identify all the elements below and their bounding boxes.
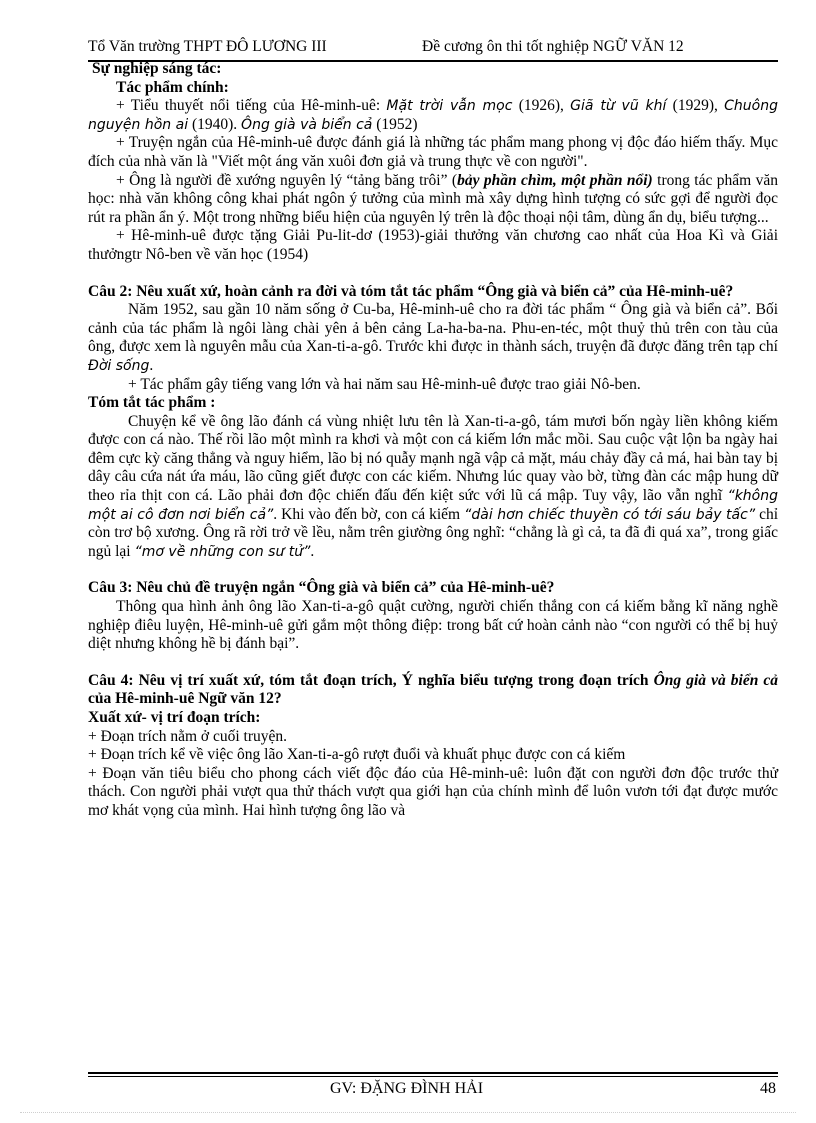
title-old-man-and-sea: Ông già và biển cả	[241, 116, 373, 133]
footer-teacher: GV: ĐẶNG ĐÌNH HẢI	[330, 1080, 484, 1097]
paragraph-awards: + Hê-minh-uê được tặng Giải Pu-lit-dơ (1953)-giải thưởng văn chương cao nhất của Hoa Kì và Giải thưởngtr Nô-ben về văn học (1954)	[88, 227, 778, 263]
quote-longer-than-boat: “dài hơn chiếc thuyền có tới sáu bảy tấc”	[464, 506, 756, 523]
title-farewell-to-arms: Giã từ vũ khí	[570, 98, 667, 115]
paragraph-iceberg-theory: + Ông là người đề xướng nguyên lý “tảng băng trôi” (bảy phần chìm, một phần nổi) trong tác phẩm văn học: nhà văn không công khai phát ngôn ý tưởng của mình mà xây dựng hình tượng có sức gợi để người đọc rút ra phần ẩn ý. Một trong những biểu hiện của nguyên lý trên là độc thoại nội tâm, dùng ẩn dụ, biểu tượng...	[88, 171, 778, 226]
footer-rule-thin	[88, 1076, 778, 1077]
question-2-heading: Câu 2: Nêu xuất xứ, hoàn cảnh ra đời và tóm tắt tác phẩm “Ông già và biển cả” của Hê-minh-uê?	[88, 282, 734, 300]
quote-dream-lions: “mơ về những con sư tử”	[134, 543, 311, 560]
question-4-heading: Câu 4: Nêu vị trí xuất xứ, tóm tắt đoạn trích, Ý nghĩa biểu tượng trong đoạn trích Ông già và biển cả của Hê-minh-uê Ngữ văn 12?	[88, 671, 778, 708]
magazine-title: Đời sống	[88, 357, 150, 374]
header-school: Tổ Văn trường THPT ĐÔ LƯƠNG III	[88, 38, 327, 55]
page-bottom-edge	[20, 1112, 796, 1113]
page-header	[88, 38, 778, 60]
quote-not-alone: “không một ai cô đơn nơi biển cả”	[88, 488, 778, 523]
list-item: + Đoạn trích nằm ở cuối truyện.	[88, 727, 288, 745]
title-sun-also-rises: Mặt trời vẫn mọc	[386, 98, 513, 115]
paragraph-origin: Năm 1952, sau gần 10 năm sống ở Cu-ba, Hê-minh-uê cho ra đời tác phẩm “ Ông già và biển cả”. Bối cảnh của tác phẩm là ngôi làng chài yên ả bên cảng La-ha-ba-na. Phu-en-téc, một thuỷ thủ trên con tàu của ông, được xem là nguyên mẫu của Xan-ti-a-gô. Trước khi được in thành sách, truyện đã được đăng trên tạp chí Đời sống.	[88, 301, 778, 374]
page-number: 48	[760, 1080, 776, 1097]
title-for-whom-bell-tolls: Chuông nguyện hồn ai	[88, 98, 778, 133]
paragraph-summary: Chuyện kể về ông lão đánh cá vùng nhiệt lưu tên là Xan-ti-a-gô, tám mươi bốn ngày liền không kiếm được con cá nào. Thế rồi lão một mình ra khơi và một con cá kiếm lớn mắc mồi. Sau cuộc vật lộn ba ngày hai đêm cực kỳ căng thẳng và nguy hiểm, lão bị nó quẫy mạnh ngã vập cả mặt, máu chảy đầy cả má, hai bàn tay bị dây câu cứa nát ứa máu, lão cũng giết được con các kiếm. Nhưng lúc quay vào bờ, từng đàn các mập hung dữ theo rỉa thịt con cá. Lão phải đơn độc chiến đấu đến kiệt sức với lũ cá mập. Tuy vậy, lão vẫn nghĩ “không một ai cô đơn nơi biển cả”. Khi vào đến bờ, con cá kiếm “dài hơn chiếc thuyền có tới sáu bảy tấc” chỉ còn trơ bộ xương. Ông rã rời trở về lều, nằm trên giường ông nghĩ: “chẳng là gì cả, ta đã đi quá xa”, trong giấc ngủ lại “mơ về những con sư tử”.	[88, 412, 779, 560]
section-heading-works: Sự nghiệp sáng tác:	[92, 60, 222, 77]
summary-heading: Tóm tắt tác phẩm :	[88, 394, 216, 412]
iceberg-emphasis: bảy phần chìm, một phần nổi)	[457, 171, 653, 189]
paragraph-novels: + Tiểu thuyết nổi tiếng của Hê-minh-uê: Mặt trời vẫn mọc (1926), Giã từ vũ khí (1929), Chuông nguyện hồn ai (1940). Ông già và biển cả (1952)	[88, 97, 778, 133]
subheading-main-works: Tác phẩm chính:	[116, 78, 229, 96]
question-3-heading: Câu 3: Nêu chủ đề truyện ngắn “Ông già và biển cả” của Hê-minh-uê?	[88, 579, 555, 597]
paragraph-theme: Thông qua hình ảnh ông lão Xan-ti-a-gô quật cường, người chiến thắng con cá kiếm bằng kĩ năng nghề nghiệp điêu luyện, Hê-minh-uê gửi gắm một thông điệp: trong bất cứ hoàn cảnh nào “con người có thể bị huỷ diệt nhưng không hề bị đánh bại”.	[88, 598, 778, 653]
header-course: Đề cương ôn thi tốt nghiệp NGỮ VĂN 12	[422, 38, 684, 55]
footer-rule	[88, 1072, 778, 1074]
list-item: + Đoạn trích kể về việc ông lão Xan-ti-a-gô rượt đuổi và khuất phục được con cá kiếm	[88, 746, 626, 764]
list-item: + Đoạn văn tiêu biểu cho phong cách viết độc đáo của Hê-minh-uê: luôn đặt con người đơn độc trước thử thách. Con người phải vượt qua thử thách vượt qua giới hạn của chính mình để luôn vươn tới đạt được mước mơ khát vọng của mình. Hai hình tượng ông lão và	[88, 764, 778, 819]
paragraph-short-stories: + Truyện ngắn của Hê-minh-uê được đánh giá là những tác phẩm mang phong vị độc đáo hiếm thấy. Mục đích của nhà văn là "Viết một áng văn xuôi đơn giả và trung thực về con người".	[88, 134, 778, 170]
question-4-work-title: Ông già và biển cả	[653, 671, 778, 689]
subheading-origin-position: Xuất xứ- vị trí đoạn trích:	[88, 709, 261, 726]
paragraph-nobel: + Tác phẩm gây tiếng vang lớn và hai năm sau Hê-minh-uê được trao giải Nô-ben.	[128, 375, 641, 393]
document-body	[88, 60, 778, 821]
